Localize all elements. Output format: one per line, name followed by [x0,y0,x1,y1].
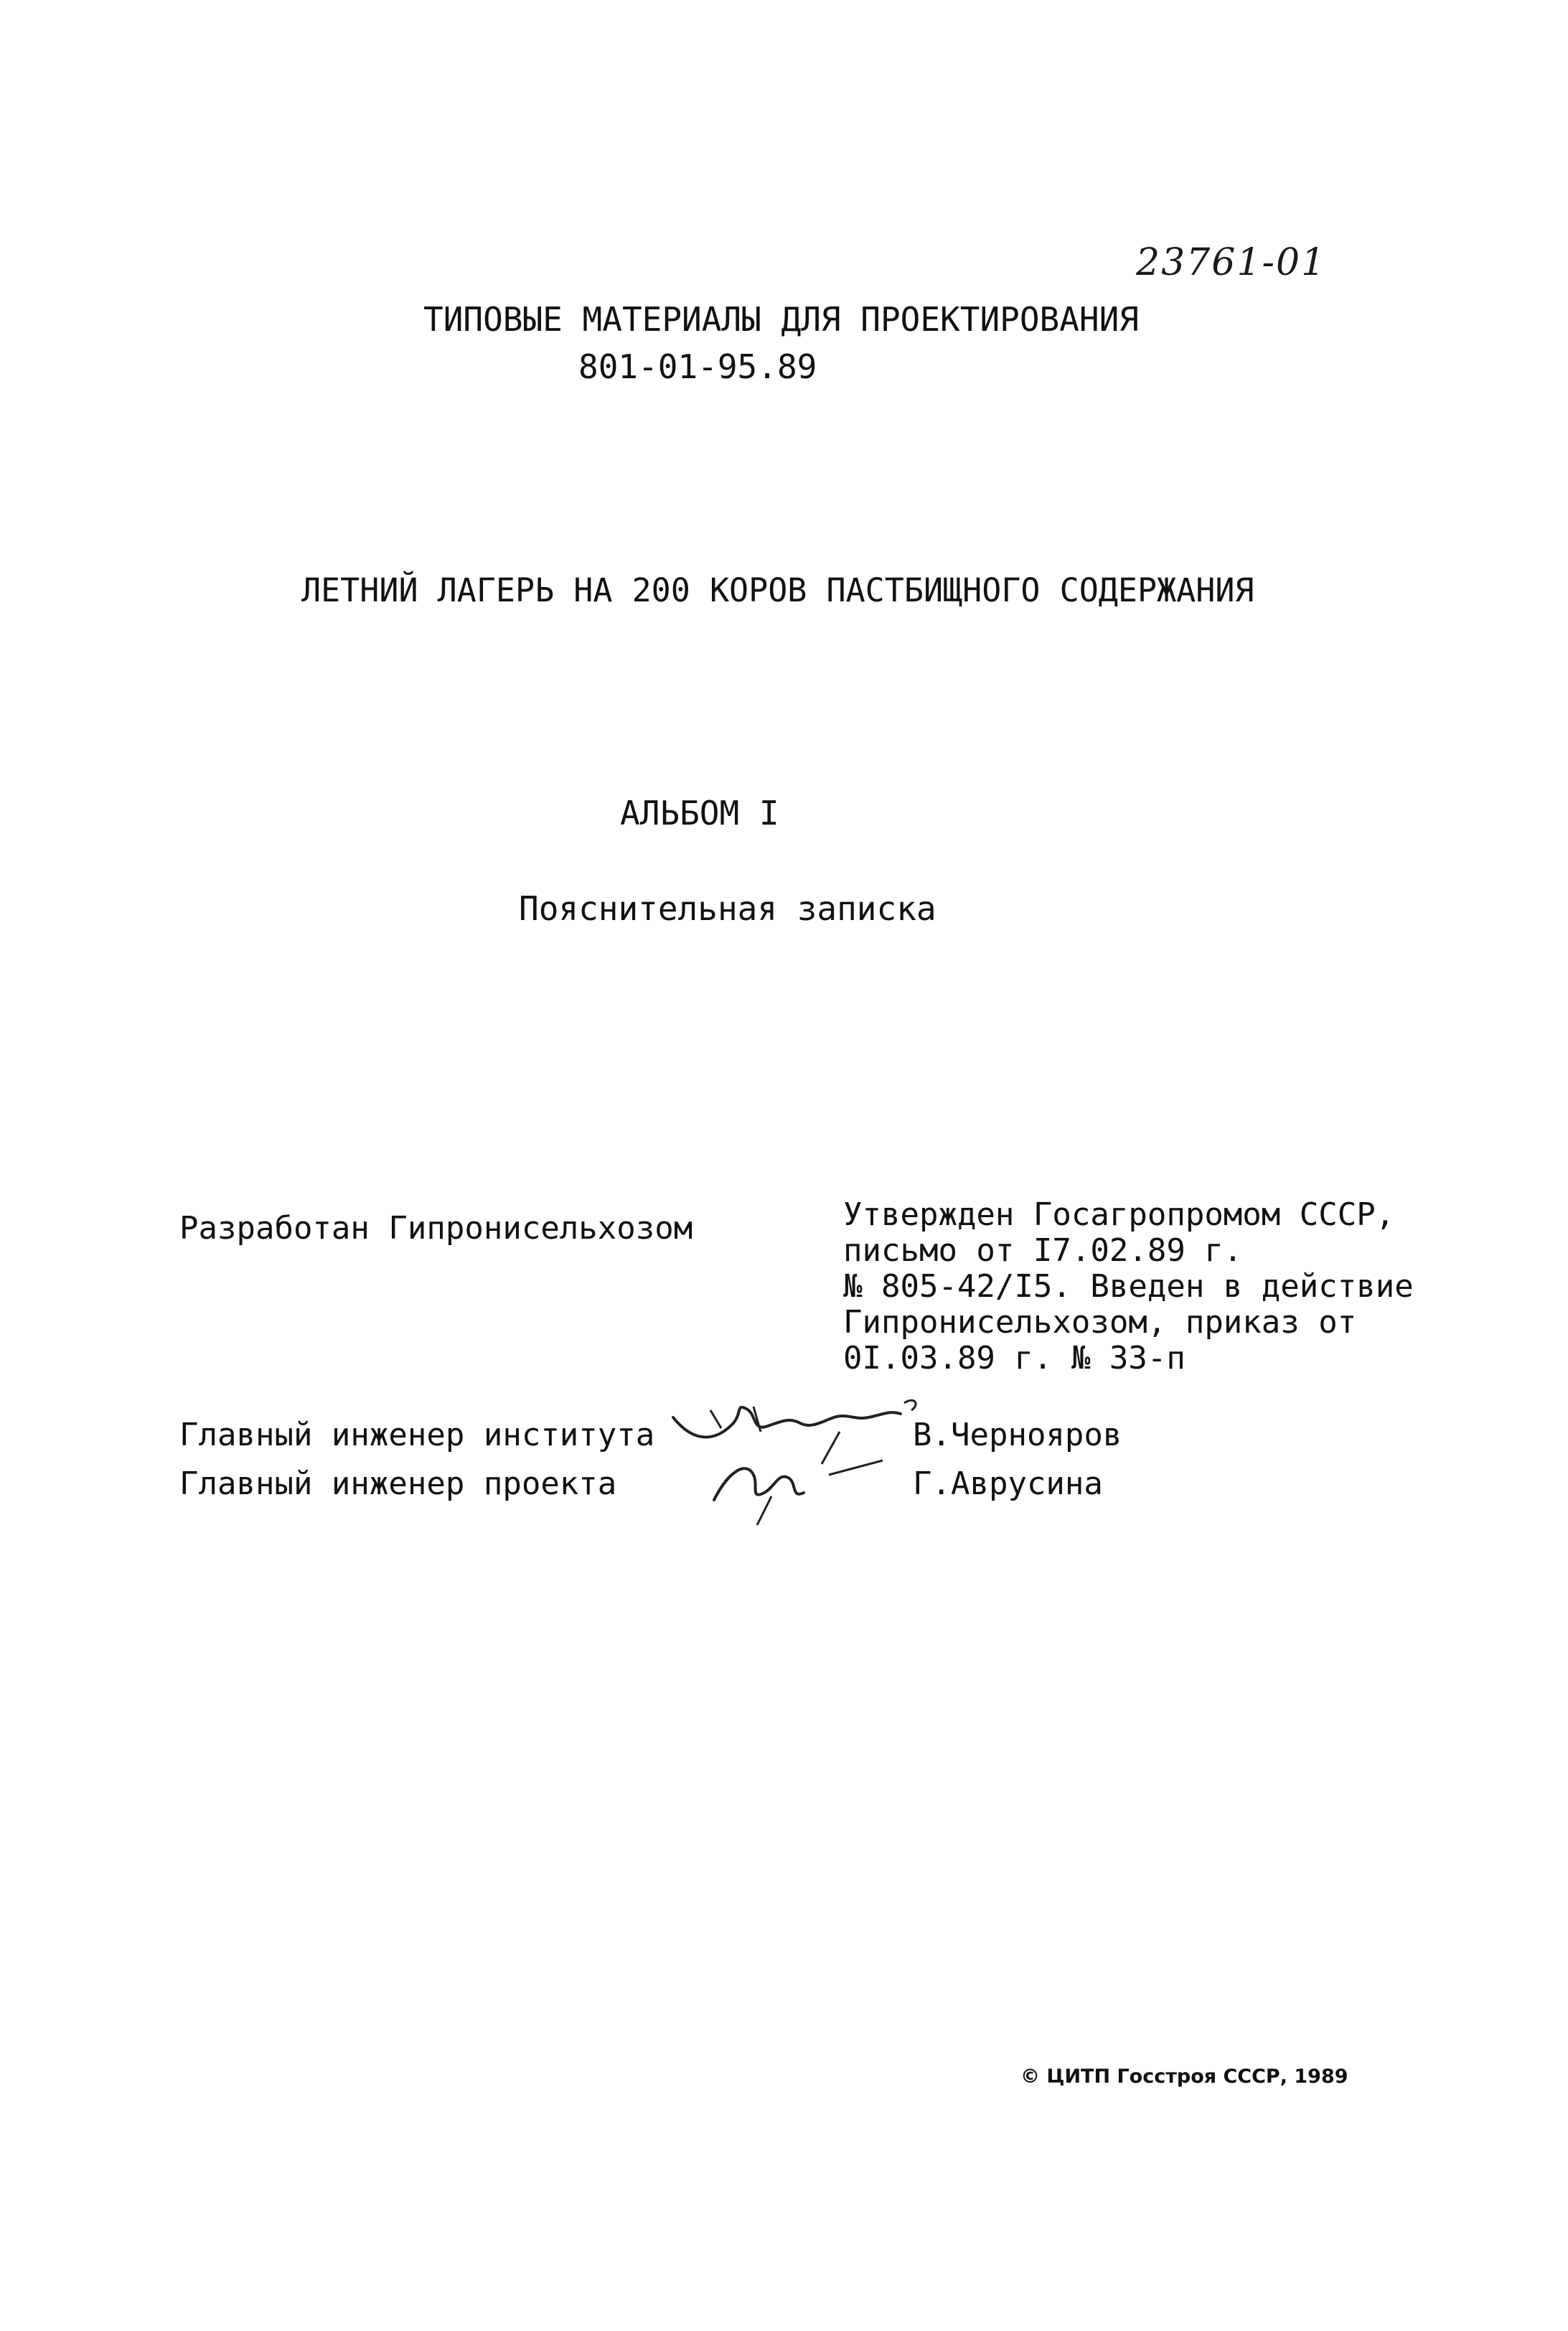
approval-line: 0I.03.89 г. № 33-п [843,1340,1186,1376]
album-label: АЛЬБОМ I [620,794,779,832]
signatory-name: В.Черноярoв [913,1417,1122,1453]
series-code: 801-01-95.89 [578,347,817,386]
document-number: 23761-01 [1136,241,1327,284]
signatory-role: Главный инженер проекта [179,1465,617,1502]
approval-block [843,1197,1489,1376]
album-subtitle: Пояснительная записка [519,889,936,928]
copyright: © ЦИТП Госстроя СССР, 1989 [1020,2065,1348,2088]
approval-line: № 805-42/I5. Введен в действие [843,1268,1414,1305]
signatory-role: Главный инженер института [179,1417,655,1453]
project-title: ЛЕТНИЙ ЛАГЕРЬ НА 200 КОРОВ ПАСТБИЩНОГО СОДЕРЖАНИЯ [301,571,1254,609]
approval-line: Утвержден Госагропромом СССР, [843,1196,1395,1233]
signatory-name: Г.Аврусина [913,1465,1103,1502]
approval-line: письмо от I7.02.89 г. [843,1232,1243,1269]
developer-line: Разработан Гипронисельхозом [179,1210,693,1247]
approval-line: Гипронисельхозом, приказ от [843,1304,1357,1341]
signature-chief-engineer-project [707,1443,893,1521]
series-title: ТИПОВЫЕ МАТЕРИАЛЫ ДЛЯ ПРОЕКТИРОВАНИЯ [423,300,1139,339]
